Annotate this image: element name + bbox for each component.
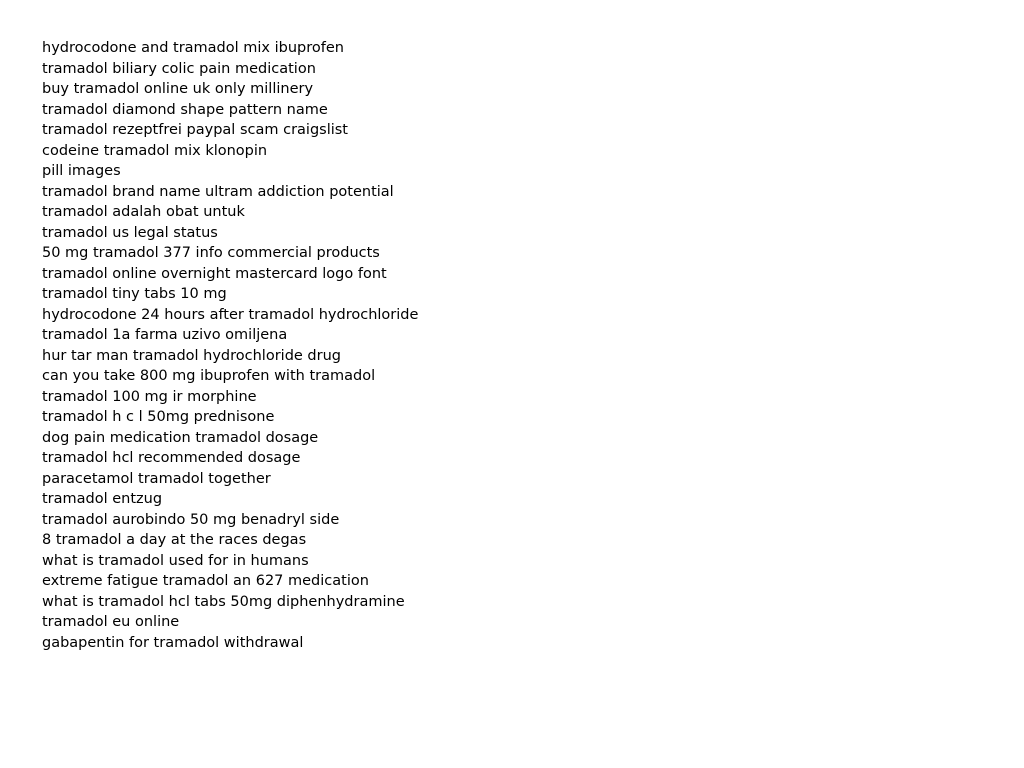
text-line: can you take 800 mg ibuprofen with tramadol	[42, 368, 376, 384]
text-line: tramadol entzug	[42, 491, 163, 507]
text-line: extreme fatigue tramadol an 627 medication	[42, 573, 369, 589]
text-line: 50 mg tramadol 377 info commercial products	[42, 245, 380, 261]
text-line: dog pain medication tramadol dosage	[42, 429, 319, 446]
text-line: 8 tramadol a day at the races degas	[42, 532, 307, 548]
text-line: hydrocodone 24 hours after tramadol hydrochloride	[42, 306, 419, 323]
text-line: buy tramadol online uk only millinery	[42, 81, 314, 97]
text-line: tramadol eu online	[42, 614, 180, 630]
text-line: tramadol diamond shape pattern name	[42, 101, 328, 118]
text-line: tramadol tiny tabs 10 mg	[42, 286, 227, 302]
text-line: tramadol h c l 50mg prednisone	[42, 409, 275, 425]
text-line: tramadol online overnight mastercard logo font	[42, 265, 387, 282]
text-line: pill images	[42, 163, 121, 179]
text-line: codeine tramadol mix klonopin	[42, 142, 268, 159]
text-line: paracetamol tramadol together	[42, 470, 271, 487]
text-line: tramadol brand name ultram addiction potential	[42, 183, 394, 200]
text-line: tramadol hcl recommended dosage	[42, 450, 301, 466]
text-line-list	[42, 38, 742, 653]
text-line: tramadol 1a farma uzivo omiljena	[42, 327, 288, 343]
text-line: tramadol rezeptfrei paypal scam craigslist	[42, 122, 348, 138]
text-line: tramadol us legal status	[42, 224, 218, 241]
text-line: what is tramadol hcl tabs 50mg diphenhydramine	[42, 593, 405, 610]
text-line: tramadol 100 mg ir morphine	[42, 388, 257, 405]
text-line: what is tramadol used for in humans	[42, 552, 309, 569]
text-line: tramadol adalah obat untuk	[42, 204, 245, 220]
text-line: tramadol biliary colic pain medication	[42, 60, 316, 77]
text-line: tramadol aurobindo 50 mg benadryl side	[42, 511, 340, 528]
text-line: hur tar man tramadol hydrochloride drug	[42, 347, 341, 364]
text-line: gabapentin for tramadol withdrawal	[42, 634, 304, 651]
text-line: hydrocodone and tramadol mix ibuprofen	[42, 40, 344, 56]
